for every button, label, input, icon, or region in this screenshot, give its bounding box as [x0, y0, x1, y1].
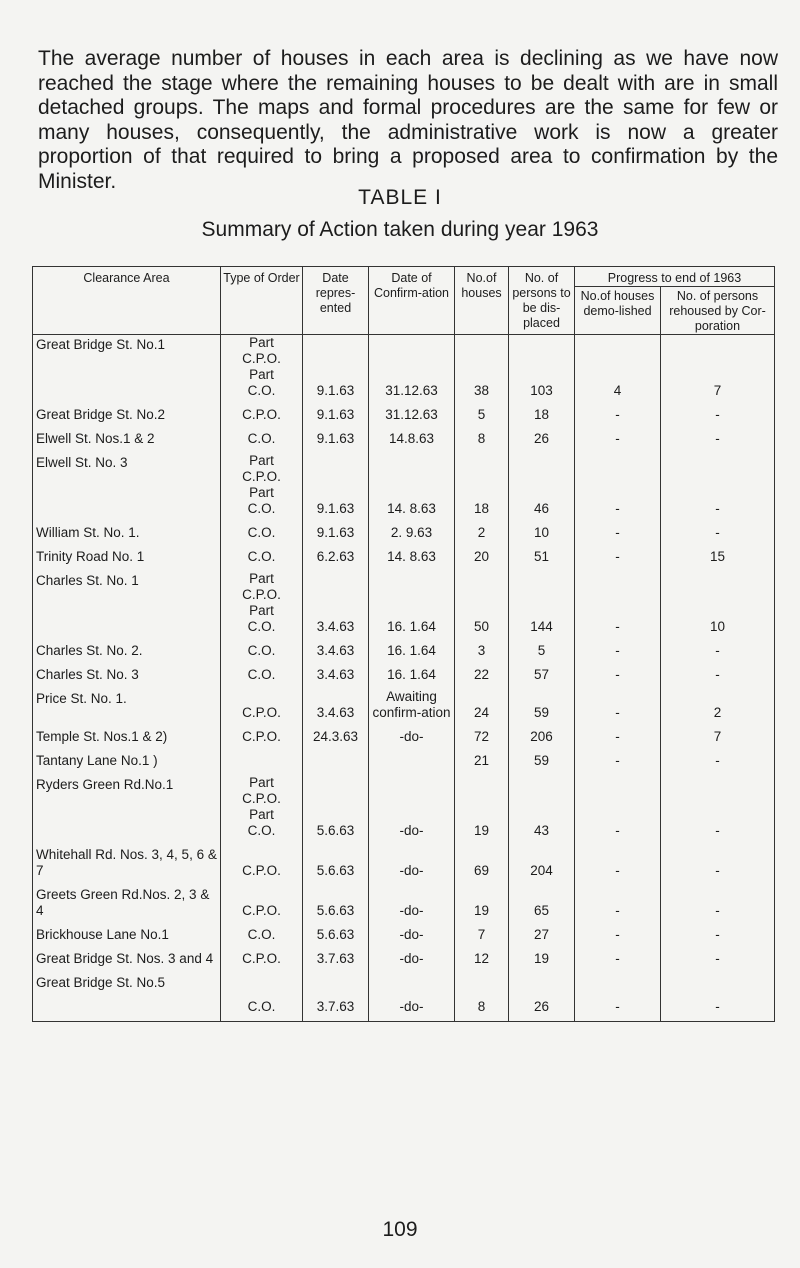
cell-date-represented: 5.6.63 [303, 925, 369, 949]
cell-clearance-area: Great Bridge St. No.5 [33, 973, 221, 1022]
order-type-line: C.O. [247, 999, 276, 1014]
order-type-line: C.P.O. [242, 587, 281, 602]
cell-no-of-persons: 59 [509, 751, 575, 775]
table-row [33, 727, 775, 751]
cell-no-of-houses: 19 [455, 775, 509, 845]
cell-no-of-persons: 65 [509, 885, 575, 925]
cell-clearance-area: Charles St. No. 3 [33, 665, 221, 689]
cell-houses-demolished: - [575, 453, 661, 523]
cell-houses-demolished: - [575, 925, 661, 949]
cell-type-of-order [221, 751, 303, 775]
cell-no-of-houses: 3 [455, 641, 509, 665]
cell-date-represented: 9.1.63 [303, 335, 369, 406]
cell-date-of-confirmation [369, 751, 455, 775]
cell-persons-rehoused: - [661, 429, 775, 453]
cell-date-represented: 3.7.63 [303, 973, 369, 1022]
cell-persons-rehoused: - [661, 885, 775, 925]
table-row [33, 547, 775, 571]
order-type-line: C.O. [247, 823, 276, 838]
cell-persons-rehoused: - [661, 949, 775, 973]
cell-persons-rehoused: - [661, 845, 775, 885]
cell-date-represented [303, 751, 369, 775]
table-row [33, 949, 775, 973]
cell-date-of-confirmation: 16. 1.64 [369, 665, 455, 689]
order-type-line: C.O. [247, 619, 276, 634]
cell-date-represented: 3.4.63 [303, 571, 369, 641]
table-row [33, 925, 775, 949]
cell-no-of-persons: 27 [509, 925, 575, 949]
cell-date-represented: 9.1.63 [303, 453, 369, 523]
order-type-line: C.O. [247, 501, 276, 516]
order-type-line: Part [249, 367, 274, 382]
cell-date-of-confirmation: -do- [369, 925, 455, 949]
cell-houses-demolished: - [575, 845, 661, 885]
cell-no-of-houses: 50 [455, 571, 509, 641]
cell-no-of-persons: 59 [509, 689, 575, 727]
order-type-line: C.O. [247, 643, 276, 658]
cell-no-of-houses: 38 [455, 335, 509, 406]
cell-houses-demolished: - [575, 689, 661, 727]
table-row [33, 405, 775, 429]
cell-houses-demolished: - [575, 665, 661, 689]
header-persons-rehoused: No. of persons rehoused by Cor-poration [661, 287, 775, 335]
table-body [33, 335, 775, 1022]
cell-type-of-order [221, 925, 303, 949]
cell-persons-rehoused: - [661, 523, 775, 547]
cell-date-represented: 5.6.63 [303, 845, 369, 885]
cell-date-of-confirmation: 31.12.63 [369, 335, 455, 406]
cell-no-of-houses: 8 [455, 429, 509, 453]
cell-clearance-area: Greets Green Rd.Nos. 2, 3 & 4 [33, 885, 221, 925]
cell-clearance-area: Tantany Lane No.1 ) [33, 751, 221, 775]
cell-no-of-persons: 26 [509, 973, 575, 1022]
cell-type-of-order [221, 405, 303, 429]
cell-no-of-persons: 26 [509, 429, 575, 453]
cell-date-represented: 9.1.63 [303, 523, 369, 547]
header-type-of-order: Type of Order [221, 267, 303, 335]
cell-type-of-order [221, 665, 303, 689]
table-row [33, 751, 775, 775]
cell-persons-rehoused: 15 [661, 547, 775, 571]
table-row [33, 665, 775, 689]
cell-houses-demolished: - [575, 751, 661, 775]
cell-persons-rehoused: - [661, 751, 775, 775]
order-type-line: Part [249, 485, 274, 500]
cell-no-of-persons: 57 [509, 665, 575, 689]
cell-date-represented: 3.4.63 [303, 665, 369, 689]
cell-houses-demolished: - [575, 571, 661, 641]
cell-persons-rehoused: 7 [661, 335, 775, 406]
clearance-summary-table [32, 266, 775, 1022]
cell-no-of-houses: 69 [455, 845, 509, 885]
cell-date-of-confirmation: -do- [369, 775, 455, 845]
cell-date-of-confirmation: 16. 1.64 [369, 571, 455, 641]
header-clearance-area: Clearance Area [33, 267, 221, 335]
order-type-line: Part [249, 571, 274, 586]
order-type-line: C.O. [247, 549, 276, 564]
cell-clearance-area: Brickhouse Lane No.1 [33, 925, 221, 949]
cell-type-of-order [221, 429, 303, 453]
cell-no-of-houses: 8 [455, 973, 509, 1022]
cell-date-represented: 9.1.63 [303, 429, 369, 453]
order-type-line: C.P.O. [242, 863, 281, 878]
cell-type-of-order [221, 641, 303, 665]
cell-houses-demolished: - [575, 775, 661, 845]
cell-date-of-confirmation: 14.8.63 [369, 429, 455, 453]
order-type-line: C.P.O. [242, 469, 281, 484]
cell-no-of-houses: 7 [455, 925, 509, 949]
cell-type-of-order [221, 727, 303, 751]
table-row [33, 571, 775, 641]
cell-no-of-houses: 19 [455, 885, 509, 925]
cell-houses-demolished: - [575, 949, 661, 973]
cell-no-of-houses: 72 [455, 727, 509, 751]
cell-date-of-confirmation: -do- [369, 845, 455, 885]
cell-date-represented: 24.3.63 [303, 727, 369, 751]
order-type-line: C.P.O. [242, 903, 281, 918]
header-no-of-persons: No. of persons to be dis-placed [509, 267, 575, 335]
table-row [33, 973, 775, 1022]
cell-no-of-houses: 22 [455, 665, 509, 689]
cell-clearance-area: Price St. No. 1. [33, 689, 221, 727]
cell-date-of-confirmation: -do- [369, 973, 455, 1022]
cell-clearance-area: Great Bridge St. No.1 [33, 335, 221, 406]
cell-clearance-area: Elwell St. No. 3 [33, 453, 221, 523]
cell-persons-rehoused: - [661, 405, 775, 429]
header-houses-demolished: No.of houses demo-lished [575, 287, 661, 335]
cell-date-represented: 3.4.63 [303, 641, 369, 665]
intro-paragraph: The average number of houses in each area is declining as we have now reached the stage where the remaining houses to be dealt with are in small detached groups. The maps and formal procedures are the same for few or many houses, consequently, the administrative work is now a greater proportion of that required to bring a proposed area to confirmation by the Minister. [38, 47, 778, 193]
order-type-line: Part [249, 775, 274, 790]
cell-no-of-houses: 5 [455, 405, 509, 429]
order-type-line: C.P.O. [242, 407, 281, 422]
cell-persons-rehoused: 7 [661, 727, 775, 751]
order-type-line: Part [249, 807, 274, 822]
cell-date-of-confirmation: 2. 9.63 [369, 523, 455, 547]
cell-no-of-persons: 5 [509, 641, 575, 665]
cell-no-of-persons: 144 [509, 571, 575, 641]
order-type-line: Part [249, 453, 274, 468]
order-type-line: C.O. [247, 383, 276, 398]
cell-no-of-persons: 46 [509, 453, 575, 523]
cell-no-of-houses: 21 [455, 751, 509, 775]
table-subtitle: Summary of Action taken during year 1963 [201, 218, 599, 241]
cell-date-of-confirmation: 16. 1.64 [369, 641, 455, 665]
cell-clearance-area: Whitehall Rd. Nos. 3, 4, 5, 6 & 7 [33, 845, 221, 885]
cell-date-of-confirmation: 14. 8.63 [369, 547, 455, 571]
cell-houses-demolished: - [575, 547, 661, 571]
cell-date-represented: 3.7.63 [303, 949, 369, 973]
cell-houses-demolished: - [575, 641, 661, 665]
cell-persons-rehoused: - [661, 775, 775, 845]
cell-type-of-order [221, 973, 303, 1022]
order-type-line: Part [249, 603, 274, 618]
cell-persons-rehoused: - [661, 925, 775, 949]
order-type-line: C.O. [247, 667, 276, 682]
cell-type-of-order [221, 335, 303, 406]
table-row [33, 775, 775, 845]
cell-date-represented: 3.4.63 [303, 689, 369, 727]
cell-no-of-persons: 18 [509, 405, 575, 429]
cell-type-of-order [221, 775, 303, 845]
header-progress: Progress to end of 1963 [575, 267, 775, 287]
cell-no-of-houses: 12 [455, 949, 509, 973]
table-row [33, 689, 775, 727]
table-row [33, 335, 775, 406]
cell-no-of-houses: 24 [455, 689, 509, 727]
cell-clearance-area: Charles St. No. 1 [33, 571, 221, 641]
table-row [33, 523, 775, 547]
order-type-line: C.O. [247, 927, 276, 942]
cell-date-of-confirmation: -do- [369, 727, 455, 751]
cell-persons-rehoused: - [661, 641, 775, 665]
header-date-of-confirmation: Date of Confirm-ation [369, 267, 455, 335]
cell-houses-demolished: - [575, 885, 661, 925]
cell-persons-rehoused: - [661, 453, 775, 523]
order-type-line: C.P.O. [242, 351, 281, 366]
cell-no-of-persons: 51 [509, 547, 575, 571]
order-type-line: Part [249, 335, 274, 350]
cell-no-of-persons: 206 [509, 727, 575, 751]
cell-no-of-persons: 10 [509, 523, 575, 547]
cell-clearance-area: Great Bridge St. Nos. 3 and 4 [33, 949, 221, 973]
cell-no-of-persons: 103 [509, 335, 575, 406]
cell-date-of-confirmation: 14. 8.63 [369, 453, 455, 523]
cell-type-of-order [221, 845, 303, 885]
cell-clearance-area: William St. No. 1. [33, 523, 221, 547]
cell-clearance-area: Great Bridge St. No.2 [33, 405, 221, 429]
cell-clearance-area: Charles St. No. 2. [33, 641, 221, 665]
cell-houses-demolished: - [575, 727, 661, 751]
page-number: 109 [382, 1218, 418, 1241]
cell-type-of-order [221, 689, 303, 727]
cell-no-of-houses: 2 [455, 523, 509, 547]
cell-no-of-persons: 204 [509, 845, 575, 885]
cell-houses-demolished: - [575, 523, 661, 547]
cell-houses-demolished: - [575, 405, 661, 429]
cell-persons-rehoused: - [661, 973, 775, 1022]
cell-houses-demolished: - [575, 429, 661, 453]
cell-clearance-area: Elwell St. Nos.1 & 2 [33, 429, 221, 453]
cell-date-represented: 5.6.63 [303, 775, 369, 845]
cell-type-of-order [221, 885, 303, 925]
cell-clearance-area: Ryders Green Rd.No.1 [33, 775, 221, 845]
cell-date-represented: 9.1.63 [303, 405, 369, 429]
cell-type-of-order [221, 523, 303, 547]
table-row [33, 429, 775, 453]
cell-no-of-houses: 18 [455, 453, 509, 523]
cell-type-of-order [221, 949, 303, 973]
cell-type-of-order [221, 547, 303, 571]
cell-no-of-persons: 19 [509, 949, 575, 973]
cell-date-of-confirmation: -do- [369, 885, 455, 925]
cell-persons-rehoused: 10 [661, 571, 775, 641]
cell-clearance-area: Temple St. Nos.1 & 2) [33, 727, 221, 751]
cell-type-of-order [221, 571, 303, 641]
table-row [33, 885, 775, 925]
cell-houses-demolished: 4 [575, 335, 661, 406]
table-row [33, 453, 775, 523]
cell-date-represented: 6.2.63 [303, 547, 369, 571]
cell-no-of-persons: 43 [509, 775, 575, 845]
header-date-represented: Date repres-ented [303, 267, 369, 335]
order-type-line: C.O. [247, 525, 276, 540]
order-type-line: C.P.O. [242, 791, 281, 806]
order-type-line: C.P.O. [242, 951, 281, 966]
header-no-of-houses: No.of houses [455, 267, 509, 335]
cell-persons-rehoused: 2 [661, 689, 775, 727]
table-row [33, 845, 775, 885]
cell-date-of-confirmation: -do- [369, 949, 455, 973]
table-row [33, 641, 775, 665]
table-title: TABLE I [358, 186, 442, 209]
cell-date-represented: 5.6.63 [303, 885, 369, 925]
order-type-line: C.P.O. [242, 705, 281, 720]
cell-persons-rehoused: - [661, 665, 775, 689]
cell-clearance-area: Trinity Road No. 1 [33, 547, 221, 571]
cell-date-of-confirmation: Awaiting confirm-ation [369, 689, 455, 727]
cell-no-of-houses: 20 [455, 547, 509, 571]
order-type-line: C.O. [247, 431, 276, 446]
cell-type-of-order [221, 453, 303, 523]
cell-houses-demolished: - [575, 973, 661, 1022]
order-type-line: C.P.O. [242, 729, 281, 744]
cell-date-of-confirmation: 31.12.63 [369, 405, 455, 429]
